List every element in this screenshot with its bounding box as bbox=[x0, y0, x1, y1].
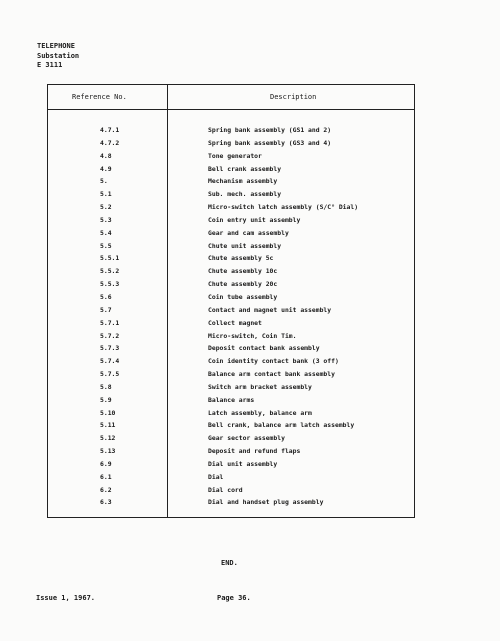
reference-number: 5.4 bbox=[100, 228, 112, 237]
reference-number: 5.7 bbox=[100, 305, 112, 314]
table-row bbox=[48, 344, 414, 357]
description-text: Deposit contact bank assembly bbox=[208, 344, 320, 353]
reference-number: 6.2 bbox=[100, 485, 112, 494]
description-text: Bell crank, balance arm latch assembly bbox=[208, 421, 355, 430]
description-text: Chute unit assembly bbox=[208, 241, 282, 250]
table-row bbox=[48, 486, 414, 499]
reference-number: 5.12 bbox=[100, 434, 116, 443]
description-text: Balance arms bbox=[208, 395, 255, 404]
description-text: Switch arm bracket assembly bbox=[208, 382, 312, 391]
table-body bbox=[48, 126, 414, 511]
table-row bbox=[48, 177, 414, 190]
description-text: Sub. mech. assembly bbox=[208, 190, 282, 199]
reference-number: 5.1 bbox=[100, 190, 112, 199]
reference-number: 5.9 bbox=[100, 395, 112, 404]
header-code: E 3111 bbox=[37, 61, 63, 69]
table-row bbox=[48, 498, 414, 511]
reference-number: 4.7.2 bbox=[100, 138, 120, 147]
description-text: Dial cord bbox=[208, 485, 243, 494]
description-text: Mechanism assembly bbox=[208, 177, 278, 186]
description-text: Deposit and refund flaps bbox=[208, 447, 301, 456]
description-text: Contact and magnet unit assembly bbox=[208, 305, 332, 314]
table-row bbox=[48, 319, 414, 332]
table-row bbox=[48, 434, 414, 447]
reference-number: 6.3 bbox=[100, 498, 112, 507]
reference-number: 5. bbox=[100, 177, 108, 186]
reference-number: 5.7.4 bbox=[100, 357, 120, 366]
table-row bbox=[48, 409, 414, 422]
reference-number: 5.3 bbox=[100, 215, 112, 224]
description-text: Coin tube assembly bbox=[208, 292, 278, 301]
table-row bbox=[48, 267, 414, 280]
table-row bbox=[48, 203, 414, 216]
description-text: Gear and cam assembly bbox=[208, 228, 289, 237]
description-text: Micro-switch, Coin Tim. bbox=[208, 331, 297, 340]
table-row bbox=[48, 421, 414, 434]
reference-number: 5.7.1 bbox=[100, 318, 120, 327]
table-row bbox=[48, 396, 414, 409]
description-text: Coin identity contact bank (3 off) bbox=[208, 357, 339, 366]
description-text: Spring bank assembly (GS1 and 2) bbox=[208, 126, 332, 134]
reference-number: 6.9 bbox=[100, 459, 112, 468]
description-text: Latch assembly, balance arm bbox=[208, 408, 312, 417]
table-row bbox=[48, 460, 414, 473]
description-text: Micro-switch latch assembly (S/C° Dial) bbox=[208, 203, 359, 212]
description-text: Gear sector assembly bbox=[208, 434, 285, 443]
header-divider bbox=[48, 109, 414, 110]
reference-number: 5.6 bbox=[100, 292, 112, 301]
column-header-description: Description bbox=[270, 93, 317, 101]
table-row bbox=[48, 139, 414, 152]
table-row bbox=[48, 126, 414, 139]
description-text: Dial unit assembly bbox=[208, 459, 278, 468]
table-row bbox=[48, 293, 414, 306]
reference-number: 5.10 bbox=[100, 408, 116, 417]
table-row bbox=[48, 447, 414, 460]
page-number: Page 36. bbox=[217, 594, 251, 602]
table-row bbox=[48, 473, 414, 486]
description-text: Dial and handset plug assembly bbox=[208, 498, 324, 507]
reference-table bbox=[47, 84, 415, 518]
reference-number: 4.8 bbox=[100, 151, 112, 160]
description-text: Dial bbox=[208, 472, 224, 481]
reference-number: 5.5.1 bbox=[100, 254, 120, 263]
end-marker: END. bbox=[221, 559, 238, 567]
table-row bbox=[48, 190, 414, 203]
reference-number: 5.11 bbox=[100, 421, 116, 430]
table-row bbox=[48, 165, 414, 178]
reference-number: 5.8 bbox=[100, 382, 112, 391]
header-title: TELEPHONE bbox=[37, 42, 75, 50]
reference-number: 5.13 bbox=[100, 447, 116, 456]
description-text: Balance arm contact bank assembly bbox=[208, 370, 335, 379]
table-row bbox=[48, 216, 414, 229]
reference-number: 5.2 bbox=[100, 203, 112, 212]
column-header-reference: Reference No. bbox=[72, 93, 127, 101]
description-text: Bell crank assembly bbox=[208, 164, 282, 173]
reference-number: 5.5.2 bbox=[100, 267, 120, 276]
table-row bbox=[48, 229, 414, 242]
table-row bbox=[48, 332, 414, 345]
description-text: Chute assembly 5c bbox=[208, 254, 274, 263]
table-row bbox=[48, 254, 414, 267]
reference-number: 5.5 bbox=[100, 241, 112, 250]
table-row bbox=[48, 383, 414, 396]
reference-number: 6.1 bbox=[100, 472, 112, 481]
header-subtitle: Substation bbox=[37, 51, 80, 60]
table-row bbox=[48, 357, 414, 370]
description-text: Chute assembly 10c bbox=[208, 267, 278, 276]
reference-number: 5.7.5 bbox=[100, 370, 120, 379]
description-text: Spring bank assembly (GS3 and 4) bbox=[208, 138, 332, 147]
table-row bbox=[48, 306, 414, 319]
description-text: Coin entry unit assembly bbox=[208, 215, 301, 224]
reference-number: 4.7.1 bbox=[100, 126, 120, 134]
document-header bbox=[37, 42, 79, 71]
issue-label: Issue 1, 1967. bbox=[36, 594, 96, 602]
description-text: Tone generator bbox=[208, 151, 262, 160]
description-text: Collect magnet bbox=[208, 318, 262, 327]
reference-number: 5.7.2 bbox=[100, 331, 120, 340]
reference-number: 5.7.3 bbox=[100, 344, 120, 353]
reference-number: 5.5.3 bbox=[100, 280, 120, 289]
description-text: Chute assembly 20c bbox=[208, 280, 278, 289]
table-row bbox=[48, 370, 414, 383]
table-row bbox=[48, 280, 414, 293]
table-row bbox=[48, 152, 414, 165]
reference-number: 4.9 bbox=[100, 164, 112, 173]
table-row bbox=[48, 242, 414, 255]
